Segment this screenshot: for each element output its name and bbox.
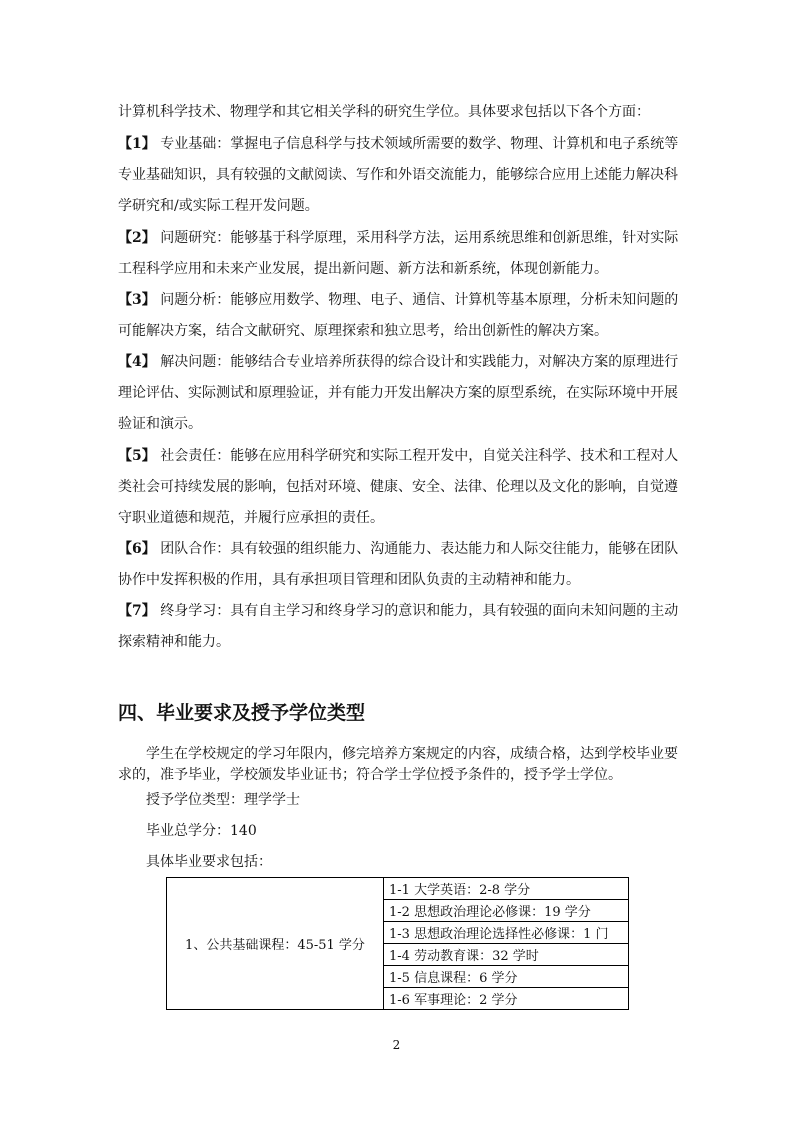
requirement-item-4 [118, 352, 678, 372]
paragraph-line: 问题分析：能够应用数学、物理、电子、通信、计算机等基本原理，分析未知问题的 [160, 292, 679, 308]
paragraph-line: 终身学习：具有自主学习和终身学习的意识和能力，具有较强的面向未知问题的主动 [160, 603, 679, 619]
paragraph-line: 计算机科学技术、物理学和其它相关学科的研究生学位。具体要求包括以下各个方面： [118, 104, 650, 120]
section-paragraph-line: 学生在学校规定的学习年限内，修完培养方案规定的内容，成绩合格，达到学校毕业要 [146, 746, 678, 762]
item-number: 【3】 [118, 292, 156, 308]
table-cell: 1-6 军事理论：2 学分 [384, 988, 629, 1010]
degree-type: 授予学位类型：理学学士 [146, 792, 300, 808]
table-cell: 1-3 思想政治理论选择性必修课：1 门 [384, 922, 629, 944]
requirement-item-3 [118, 290, 678, 310]
item-number: 【5】 [118, 448, 156, 464]
table-row [167, 878, 629, 900]
paragraph-line: 问题研究：能够基于科学原理，采用科学方法，运用系统思维和创新思维，针对实际 [160, 230, 679, 246]
page-number: 2 [392, 1038, 401, 1052]
requirements-intro: 具体毕业要求包括： [146, 854, 272, 870]
table-cell: 1-4 劳动教育课：32 学时 [384, 944, 629, 966]
requirement-item-2 [118, 228, 678, 248]
item-number: 【4】 [118, 354, 156, 370]
paragraph-line: 协作中发挥积极的作用，具有承担项目管理和团队负责的主动精神和能力。 [118, 572, 580, 588]
requirements-table [166, 877, 629, 1010]
paragraph-line: 专业基础知识，具有较强的文献阅读、写作和外语交流能力，能够综合应用上述能力解决科 [118, 167, 678, 183]
paragraph-line: 团队合作：具有较强的组织能力、沟通能力、表达能力和人际交往能力，能够在团队 [160, 541, 679, 557]
table-cell: 1-5 信息课程：6 学分 [384, 966, 629, 988]
item-number: 【7】 [118, 603, 156, 619]
paragraph-line: 解决问题：能够结合专业培养所获得的综合设计和实践能力，对解决方案的原理进行 [160, 354, 679, 370]
item-number: 【1】 [118, 136, 156, 152]
requirement-item-5 [118, 446, 678, 466]
paragraph-line: 守职业道德和规范，并履行应承担的责任。 [118, 510, 384, 526]
paragraph-line: 理论评估、实际测试和原理验证，并有能力开发出解决方案的原型系统，在实际环境中开展 [118, 385, 678, 401]
paragraph-line: 专业基础：掌握电子信息科学与技术领域所需要的数学、物理、计算机和电子系统等 [160, 136, 679, 152]
requirement-item-7 [118, 601, 678, 621]
item-number: 【6】 [118, 541, 156, 557]
table-cell: 1-1 大学英语：2-8 学分 [384, 878, 629, 900]
section-heading: 四、毕业要求及授予学位类型 [118, 702, 366, 724]
requirement-item-6 [118, 539, 678, 559]
paragraph-line: 验证和演示。 [118, 416, 202, 432]
table-cell: 1-2 思想政治理论必修课：19 学分 [384, 900, 629, 922]
paragraph-line: 可能解决方案，结合文献研究、原理探索和独立思考，给出创新性的解决方案。 [118, 323, 608, 339]
item-number: 【2】 [118, 230, 156, 246]
requirement-item-1 [118, 134, 678, 154]
paragraph-line: 探索精神和能力。 [118, 634, 230, 650]
paragraph-line: 社会责任：能够在应用科学研究和实际工程开发中，自觉关注科学、技术和工程对人 [160, 448, 679, 464]
paragraph-line: 学研究和/或实际工程开发问题。 [118, 198, 319, 214]
section-paragraph-line: 求的，准予毕业，学校颁发毕业证书；符合学士学位授予条件的，授予学士学位。 [118, 767, 622, 783]
total-credits: 毕业总学分：140 [146, 823, 257, 839]
paragraph-line: 工程科学应用和未来产业发展，提出新问题、新方法和新系统，体现创新能力。 [118, 261, 608, 277]
paragraph-line: 类社会可持续发展的影响，包括对环境、健康、安全、法律、伦理以及文化的影响，自觉遵 [118, 479, 678, 495]
category-cell: 1、公共基础课程：45-51 学分 [167, 878, 384, 1010]
